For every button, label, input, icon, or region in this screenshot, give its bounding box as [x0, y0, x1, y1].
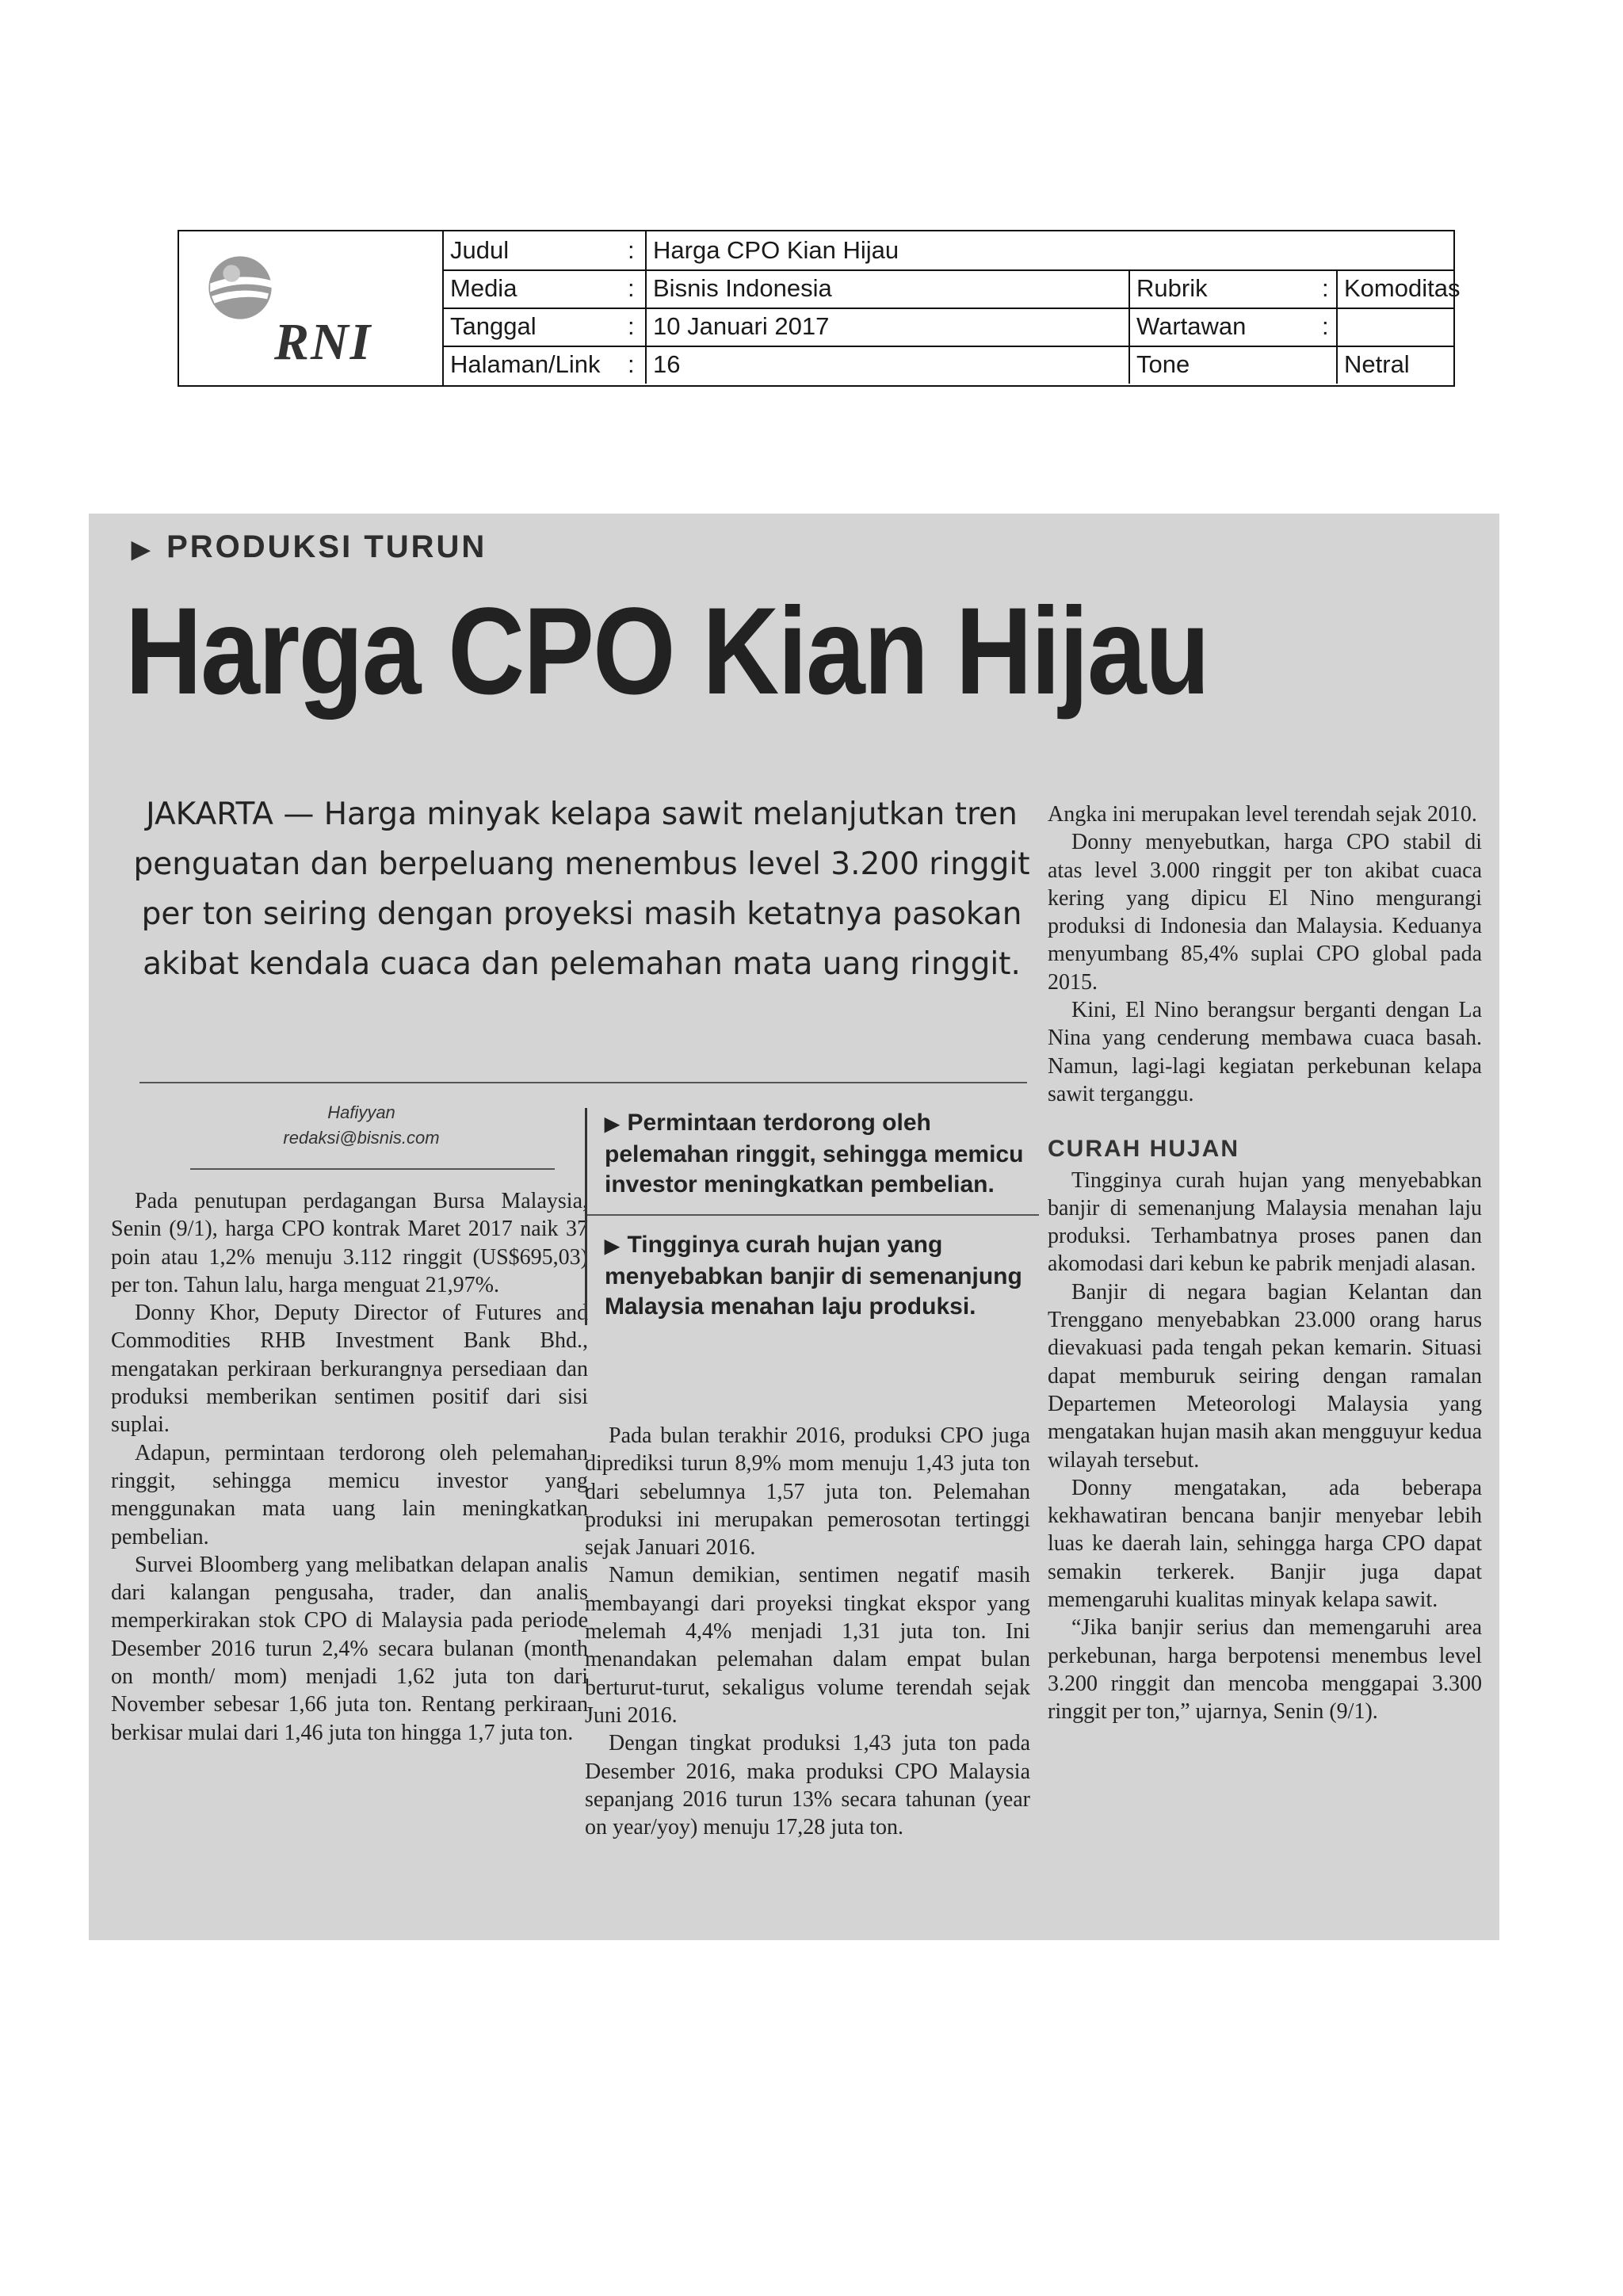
triangle-right-icon: ▶	[605, 1114, 620, 1135]
row-judul	[442, 231, 1453, 271]
clipping-info-table	[178, 230, 1461, 387]
column-3	[1048, 800, 1482, 1726]
rni-logo-text: RNI	[274, 313, 372, 371]
value-halaman: 16	[653, 350, 681, 378]
colon: :	[1322, 274, 1329, 302]
triangle-right-icon: ▶	[132, 537, 153, 563]
paragraph: Survei Bloomberg yang melibatkan delapan analis dari kalangan pengusaha, trader, dan analis memperkirakan stok CPO di Malaysia pada periode Desember 2016 turun 2,4% secara bulanan (month on month/ mom) menjadi 1,62 juta ton dari November sebesar 1,66 juta ton. Rentang perkiraan berkisar mulai dari 1,46 juta ton hingga 1,7 juta ton.	[111, 1552, 588, 1745]
row-media	[442, 269, 1461, 309]
pull-quote-2	[605, 1230, 1039, 1322]
label-judul: Judul	[450, 236, 510, 264]
kicker	[132, 529, 487, 565]
author-email: redaksi@bisnis.com	[283, 1128, 440, 1148]
headline: Harga CPO Kian Hijau	[125, 583, 1209, 720]
paragraph: Kini, El Nino berangsur berganti dengan La Nina yang cenderung membawa cuaca basah. Namun, lagi-lagi kegiatan perkebunan kelapa sawit terganggu.	[1048, 998, 1482, 1106]
paragraph: Namun demikian, sentimen negatif masih membayangi dari proyeksi tingkat ekspor yang melemah 4,4% menjadi 1,31 juta ton. Ini menandakan pelemahan dalam empat bulan berturut-turut, sekaligus volume terendah sejak Juni 2016.	[585, 1563, 1030, 1728]
kicker-text: PRODUKSI TURUN	[166, 529, 487, 564]
triangle-right-icon: ▶	[605, 1236, 620, 1257]
value-rubrik: Komoditas	[1344, 274, 1461, 302]
column-2	[585, 1422, 1030, 1841]
label-rubrik: Rubrik	[1136, 274, 1208, 302]
paragraph: Dengan tingkat produksi 1,43 juta ton pada Desember 2016, maka produksi CPO Malaysia sepanjang 2016 turun 13% secara tahunan (year on year/yoy) menuju 17,28 juta ton.	[585, 1731, 1030, 1840]
paragraph: Tingginya curah hujan yang menyebabkan banjir di semenanjung Malaysia menahan laju produksi. Terhambatnya proses panen dan akomodasi dari kebun ke pabrik menjadi alasan.	[1048, 1167, 1482, 1277]
label-tanggal: Tanggal	[450, 312, 537, 340]
label-media: Media	[450, 274, 517, 302]
paragraph: Donny Khor, Deputy Director of Futures and Commodities RHB Investment Bank Bhd., mengatakan perkiraan berkurangnya persediaan dan produksi memberikan sentimen positif dari sisi suplai.	[111, 1301, 588, 1438]
paragraph: Adapun, permintaan terdorong oleh pelemahan ringgit, sehingga memicu investor yang menggunakan mata uang lain meningkatkan pembelian.	[111, 1440, 588, 1549]
value-media: Bisnis Indonesia	[653, 274, 832, 302]
colon: :	[1322, 312, 1329, 340]
divider	[139, 1082, 1027, 1083]
row-tanggal	[442, 308, 1453, 347]
author: Hafiyyan	[327, 1102, 395, 1122]
rni-globe-icon	[204, 252, 276, 323]
divider	[587, 1214, 1039, 1216]
colon: :	[628, 236, 635, 264]
paragraph: Donny mengatakan, ada beberapa kekhawatiran bencana banjir menyebar lebih luas ke daerah lain, sehingga harga CPO dapat semakin terkerek. Banjir juga dapat memengaruhi kualitas minyak kelapa sawit.	[1048, 1475, 1482, 1613]
byline	[139, 1100, 583, 1151]
pull-quotes	[585, 1108, 1039, 1325]
logo-cell	[179, 231, 444, 385]
pull-quote-text: Permintaan terdorong oleh pelemahan ringgit, sehingga memicu investor meningkatkan pembelian.	[605, 1110, 1024, 1198]
paragraph: “Jika banjir serius dan memengaruhi area perkebunan, harga berpotensi menembus level 3.200 ringgit dan mencoba menggapai 3.300 ringgit per ton,” ujarnya, Senin (9/1).	[1048, 1615, 1482, 1725]
label-tone: Tone	[1136, 350, 1190, 378]
value-judul: Harga CPO Kian Hijau	[653, 236, 899, 264]
pull-quote-text: Tingginya curah hujan yang menyebabkan banjir di semenanjung Malaysia menahan laju produksi.	[605, 1232, 1022, 1320]
pull-quote-1	[605, 1108, 1039, 1200]
paragraph: Banjir di negara bagian Kelantan dan Trenggano menyebabkan 23.000 orang harus dievakuasi pada tengah pekan kemarin. Situasi dapat memburuk seiring dengan ramalan Departemen Meteorologi Malaysia yang mengatakan hujan masih akan mengguyur kedua wilayah tersebut.	[1048, 1279, 1482, 1473]
value-tone: Netral	[1344, 350, 1410, 378]
label-halaman: Halaman/Link	[450, 350, 601, 378]
paragraph: Pada bulan terakhir 2016, produksi CPO juga diprediksi turun 8,9% mom menuju 1,43 juta ton dari sebelumnya 1,57 juta ton. Pelemahan produksi ini merupakan pemerosotan tertinggi sejak Januari 2016.	[585, 1423, 1030, 1561]
divider	[190, 1168, 555, 1170]
row-halaman	[442, 346, 1453, 384]
column-1	[111, 1187, 588, 1747]
colon: :	[628, 350, 635, 378]
value-tanggal: 10 Januari 2017	[653, 312, 830, 340]
colon: :	[628, 312, 635, 340]
value-wartawan	[1336, 308, 1344, 346]
lede: JAKARTA — Harga minyak kelapa sawit melanjutkan tren penguatan dan berpeluang menembus level 3.200 ringgit per ton seiring dengan proyeksi masih ketatnya pasokan akibat kendala cuaca dan pelemahan mata uang ringgit.	[133, 797, 1030, 982]
paragraph: Pada penutupan perdagangan Bursa Malaysia, Senin (9/1), harga CPO kontrak Maret 2017 naik 37 poin atau 1,2% menuju 3.112 ringgit (US$695,03) per ton. Tahun lalu, harga menguat 21,97%.	[111, 1189, 588, 1297]
paragraph: Donny menyebutkan, harga CPO stabil di atas level 3.000 ringgit per ton akibat cuaca kering yang dipicu El Nino mengurangi produksi di Indonesia dan Malaysia. Keduanya menyumbang 85,4% suplai CPO global pada 2015.	[1048, 830, 1482, 995]
subheading: CURAH HUJAN	[1048, 1136, 1240, 1163]
colon: :	[628, 274, 635, 302]
label-wartawan: Wartawan	[1136, 312, 1247, 340]
paragraph: Angka ini merupakan level terendah sejak 2010.	[1048, 802, 1477, 827]
newspaper-clipping	[89, 514, 1499, 1940]
